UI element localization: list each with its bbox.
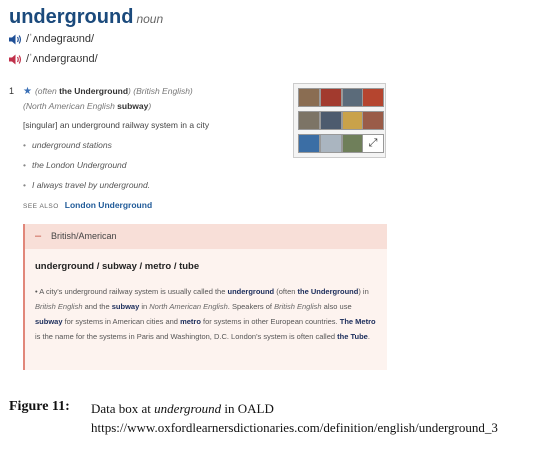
data-box-title: British/American: [51, 231, 117, 241]
caption-text-before: Data box at: [91, 401, 155, 416]
gallery-thumbnail[interactable]: [298, 111, 320, 130]
see-also-label: SEE ALSO: [23, 203, 59, 210]
often-suffix: ): [128, 86, 131, 96]
gallery-thumbnail[interactable]: [362, 88, 384, 107]
usage-british: (British English): [133, 86, 193, 96]
highlight-term: subway: [35, 317, 63, 326]
star-icon: ★: [23, 86, 32, 97]
example-text: the London Underground: [31, 160, 127, 170]
gallery-thumbnail[interactable]: [298, 134, 320, 153]
pronunciation-american-text: /ˈʌndərɡraʊnd/: [26, 53, 98, 65]
bullet: •: [23, 160, 26, 170]
paragraph-text: A city's underground railway system is usually called the: [39, 287, 228, 296]
highlight-term: the Tube: [337, 332, 368, 341]
see-also-link[interactable]: London Underground: [64, 200, 153, 210]
bullet: •: [35, 287, 40, 296]
pronunciation-british: [9, 33, 94, 45]
example-item: [23, 160, 127, 170]
figure-label: Figure 11:: [9, 399, 70, 414]
paragraph-text: also use: [321, 302, 352, 311]
expand-icon[interactable]: ⤢: [362, 134, 384, 153]
gallery-thumbnail[interactable]: [320, 88, 342, 107]
usage-american-close: ): [148, 101, 152, 111]
caption-text-after: in OALD: [221, 401, 274, 416]
highlight-term: metro: [180, 317, 201, 326]
data-box-subtitle: underground / subway / metro / tube: [35, 261, 200, 272]
headword: [9, 6, 163, 29]
gallery-thumbnail[interactable]: [342, 134, 364, 153]
data-box-header[interactable]: [25, 224, 387, 249]
paragraph-text: for systems in other European countries.: [200, 317, 340, 326]
definition-text: an underground railway system in a city: [59, 120, 210, 130]
image-gallery[interactable]: [293, 83, 386, 158]
usage-american: (North American English: [23, 101, 118, 111]
speaker-icon-british[interactable]: [9, 34, 22, 45]
gallery-thumbnail[interactable]: [298, 88, 320, 107]
paragraph-text: and the: [82, 302, 112, 311]
variety-label: British English: [35, 302, 83, 311]
definition: [23, 120, 209, 130]
highlight-term: subway: [111, 302, 140, 311]
bullet: •: [23, 140, 26, 150]
see-also: [23, 200, 152, 210]
pronunciation-british-text: /ˈʌndəɡraʊnd/: [26, 33, 95, 45]
figure-caption: [91, 399, 551, 437]
data-box: [23, 224, 387, 370]
paragraph-text: in: [139, 302, 150, 311]
highlight-term: The Metro: [339, 317, 376, 326]
variety-label: British English: [274, 302, 322, 311]
speaker-icon-american[interactable]: [9, 54, 22, 65]
gallery-thumbnail[interactable]: [342, 88, 364, 107]
gallery-thumbnail[interactable]: [342, 111, 364, 130]
gallery-thumbnail[interactable]: [320, 111, 342, 130]
paragraph-text: . Speakers of: [227, 302, 275, 311]
grammar-label: [singular]: [23, 120, 58, 130]
example-item: [23, 180, 150, 190]
paragraph-text: ) in: [358, 287, 369, 296]
often-term: the Underground: [59, 86, 129, 96]
gallery-thumbnail[interactable]: [362, 111, 384, 130]
headword-text: underground: [9, 6, 134, 28]
gallery-thumbnail[interactable]: [320, 134, 342, 153]
paragraph-text: .: [367, 332, 370, 341]
sense-header: [23, 84, 288, 114]
caption-word: underground: [154, 401, 222, 416]
example-text: I always travel by underground.: [31, 180, 151, 190]
paragraph-text: (often: [274, 287, 298, 296]
paragraph-text: is the name for the systems in Paris and Washington, D.C. London's system is often called: [35, 332, 338, 341]
collapse-icon[interactable]: –: [35, 230, 42, 242]
paragraph-text: for systems in American cities and: [62, 317, 181, 326]
part-of-speech: noun: [136, 12, 164, 26]
sense-number: 1: [9, 86, 15, 96]
highlight-term: the Underground: [297, 287, 359, 296]
often-prefix: (often: [34, 86, 60, 96]
usage-american-term: subway: [117, 101, 149, 111]
variety-label: North American English: [149, 302, 228, 311]
caption-url[interactable]: https://www.oxfordlearnersdictionaries.com/definition/english/underground_3: [91, 420, 498, 435]
example-text: underground stations: [31, 140, 112, 150]
data-box-paragraph: [35, 284, 380, 344]
highlight-term: underground: [227, 287, 275, 296]
pronunciation-american: [9, 53, 98, 65]
example-item: [23, 140, 112, 150]
bullet: •: [23, 180, 26, 190]
